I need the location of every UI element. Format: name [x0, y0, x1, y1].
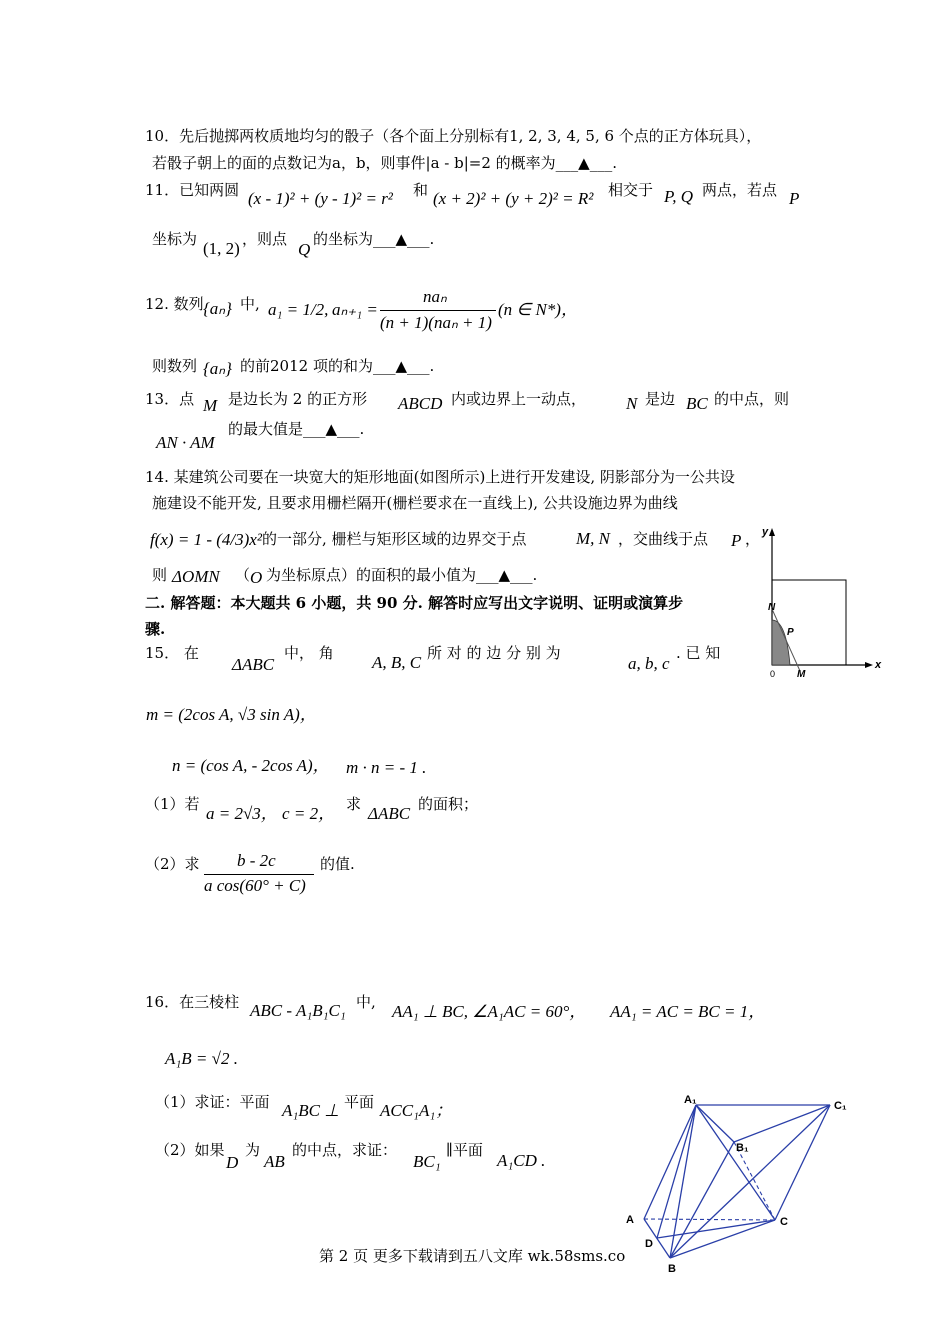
q14-line3c: ，交曲线于点: [618, 530, 709, 548]
q13-label: 13．点: [145, 390, 195, 408]
q11-circle2: (x + 2)² + (y + 2)² = R²: [433, 189, 594, 208]
q14-line1: 14. 某建筑公司要在一块宽大的矩形地面(如图所示)上进行开发建设, 阴影部分为一公共设: [145, 468, 735, 486]
q14-triangle: ΔOMN: [172, 567, 220, 586]
fig14-p: P: [787, 627, 794, 638]
fig14-origin: 0: [770, 669, 776, 679]
section2-heading-cont: 骤.: [145, 620, 166, 638]
q16-figure: [620, 1090, 860, 1275]
q15-fraction-bar: [204, 874, 314, 875]
fig14-x-label: x: [875, 659, 882, 671]
q16-part2-mid: 的中点，求证：: [292, 1141, 398, 1159]
q10-line2: 若骰子朝上的面的点数记为a，b，则事件|a - b|=2 的概率为___▲___.: [152, 154, 617, 172]
q12-a1: a₁ = 1/2,: [268, 300, 329, 319]
q11-and: 和: [413, 181, 429, 199]
q16-part2-is: 为: [245, 1141, 261, 1159]
page-footer: 第 2 页 更多下载请到五八文库 wk.58sms.co: [319, 1247, 626, 1265]
q14-line3: 的一部分, 栅栏与矩形区域的边界交于点: [262, 530, 527, 548]
q15-part1-ask: 求: [346, 795, 362, 813]
q16-label: 16．在三棱柱: [145, 993, 240, 1011]
q12-seq2: {aₙ}: [203, 359, 232, 378]
q13-answer: 的最大值是___▲___.: [228, 420, 365, 438]
q15-part1-label: （1）若: [145, 795, 200, 813]
q15-part1-area: 的面积；: [418, 795, 479, 813]
q11-q: Q: [298, 240, 311, 259]
q16-part1-label: （1）求证：平面: [155, 1093, 270, 1111]
fig14-m: M: [797, 669, 806, 680]
q15-sides-desc: 所 对 的 边 分 别 为: [427, 644, 561, 662]
q14-p: P: [731, 531, 742, 550]
q14-o: O: [250, 568, 263, 587]
q12-seq: {aₙ}: [203, 299, 232, 318]
q11-coord-label: 坐标为: [152, 230, 198, 248]
q13-n: N: [626, 394, 638, 413]
q15-angle: 中， 角: [284, 644, 334, 662]
q15-sides: a, b, c: [628, 654, 670, 673]
fig14-n: N: [768, 602, 776, 613]
section2-heading: 二. 解答题：本大题共 6 小题，共 90 分. 解答时应写出文字说明、证明或演算步: [145, 594, 684, 612]
fig14-y-label: y: [762, 526, 769, 538]
q10-line1: 10．先后抛掷两枚质地均匀的骰子（各个面上分别标有1, 2, 3, 4, 5, 6 个点的正方体玩具），: [145, 127, 762, 145]
q11-circle1: (x - 1)² + (y - 1)² = r²: [248, 189, 393, 208]
q14-answer: 为坐标原点）的面积的最小值为___▲___.: [266, 566, 538, 584]
q16-part2-label: （2）如果: [155, 1141, 225, 1159]
q11-label: 11．已知两圆: [145, 181, 240, 199]
q15-dot: m · n = - 1 .: [346, 758, 427, 777]
q13-desc1: 是边长为 2 的正方形: [228, 390, 368, 408]
q16-d: D: [226, 1153, 239, 1172]
fig16-d: D: [645, 1238, 653, 1250]
q13-bc: BC: [686, 394, 708, 413]
fig16-c1: C₁: [834, 1100, 847, 1112]
q14-line3d: ，: [745, 530, 761, 548]
q11-then: ，则点: [242, 230, 288, 248]
q11-p: P: [789, 189, 800, 208]
q16-part1-plane1: A₁BC ⊥: [282, 1101, 340, 1120]
q11-points: 两点，若点: [702, 181, 778, 199]
q13-abcd: ABCD: [398, 394, 443, 413]
q16-cond3: A₁B = √2 .: [165, 1049, 238, 1068]
q16-prism: ABC - A₁B₁C₁: [250, 1001, 346, 1020]
q15-vector-n: n = (cos A, - 2cos A)，: [172, 756, 330, 775]
q16-cond2: AA₁ = AC = BC = 1，: [610, 1002, 766, 1021]
q12-fraction-bar: [380, 310, 496, 311]
q15-part2-value: 的值.: [320, 855, 355, 873]
q12-recurrence-lhs: aₙ₊₁ =: [332, 300, 378, 319]
q15-part1-cond: a = 2√3， c = 2，: [206, 804, 336, 823]
q16-part1-plane2: ACC₁A₁；: [380, 1101, 453, 1120]
q11-coord: (1, 2): [203, 239, 240, 258]
q13-m: M: [203, 396, 218, 415]
q11-pq: P, Q: [664, 187, 693, 206]
q15-vector-m: m = (2cos A, √3 sin A)，: [146, 705, 317, 724]
q11-answer: 的坐标为___▲___.: [313, 230, 435, 248]
q15-angles: A, B, C: [372, 653, 422, 672]
fig16-b: B: [668, 1263, 676, 1275]
fig16-b1: B₁: [736, 1142, 749, 1154]
q16-in: 中,: [356, 993, 376, 1011]
q12-recurrence-num: naₙ: [423, 287, 447, 306]
fig16-a1: A₁: [684, 1094, 697, 1106]
q16-cond1: AA₁ ⊥ BC, ∠A₁AC = 60°，: [392, 1002, 587, 1021]
q11-intersect: 相交于: [608, 181, 654, 199]
q13-desc2: 内或边界上一动点，: [451, 390, 587, 408]
q13-dot-product: AN · AM: [156, 433, 215, 452]
q15-part2-den: a cos(60° + C): [204, 876, 306, 895]
q12-recurrence-den: (n + 1)(naₙ + 1): [380, 313, 492, 332]
q16-a1cd: A₁CD .: [497, 1151, 546, 1170]
q12-in: 中,: [240, 295, 260, 313]
q12-condition: (n ∈ N*)，: [498, 300, 578, 319]
q16-part2-parallel: ∥平面: [446, 1141, 483, 1159]
q14-then: 则: [152, 566, 168, 584]
q13-desc4: 的中点，则: [714, 390, 790, 408]
fig16-c: C: [780, 1216, 788, 1228]
fig16-a: A: [626, 1214, 634, 1226]
q15-triangle: ΔABC: [232, 655, 275, 674]
q16-part1-plane-word: 平面: [344, 1093, 375, 1111]
q14-function: f(x) = 1 - (4/3)x²: [150, 530, 262, 549]
q14-line2: 施建设不能开发, 且要求用栅栏隔开(栅栏要求在一直线上), 公共设施边界为曲线: [152, 494, 678, 512]
q12-then: 则数列: [152, 357, 198, 375]
q15-part2-label: （2）求: [145, 855, 200, 873]
q13-desc3: 是边: [645, 390, 676, 408]
q15-part1-triangle: ΔABC: [368, 804, 411, 823]
q12-answer: 的前2012 项的和为___▲___.: [240, 357, 435, 375]
q16-bc1: BC₁: [413, 1152, 441, 1171]
q15-known: . 已 知: [676, 644, 721, 662]
q15-part2-num: b - 2c: [237, 851, 276, 870]
q14-paren: （: [235, 566, 251, 584]
q12-label: 12. 数列: [145, 295, 204, 313]
q16-ab: AB: [264, 1152, 285, 1171]
q14-mn: M, N: [576, 529, 610, 548]
q14-figure: [760, 525, 885, 680]
q15-label: 15． 在: [145, 644, 199, 662]
